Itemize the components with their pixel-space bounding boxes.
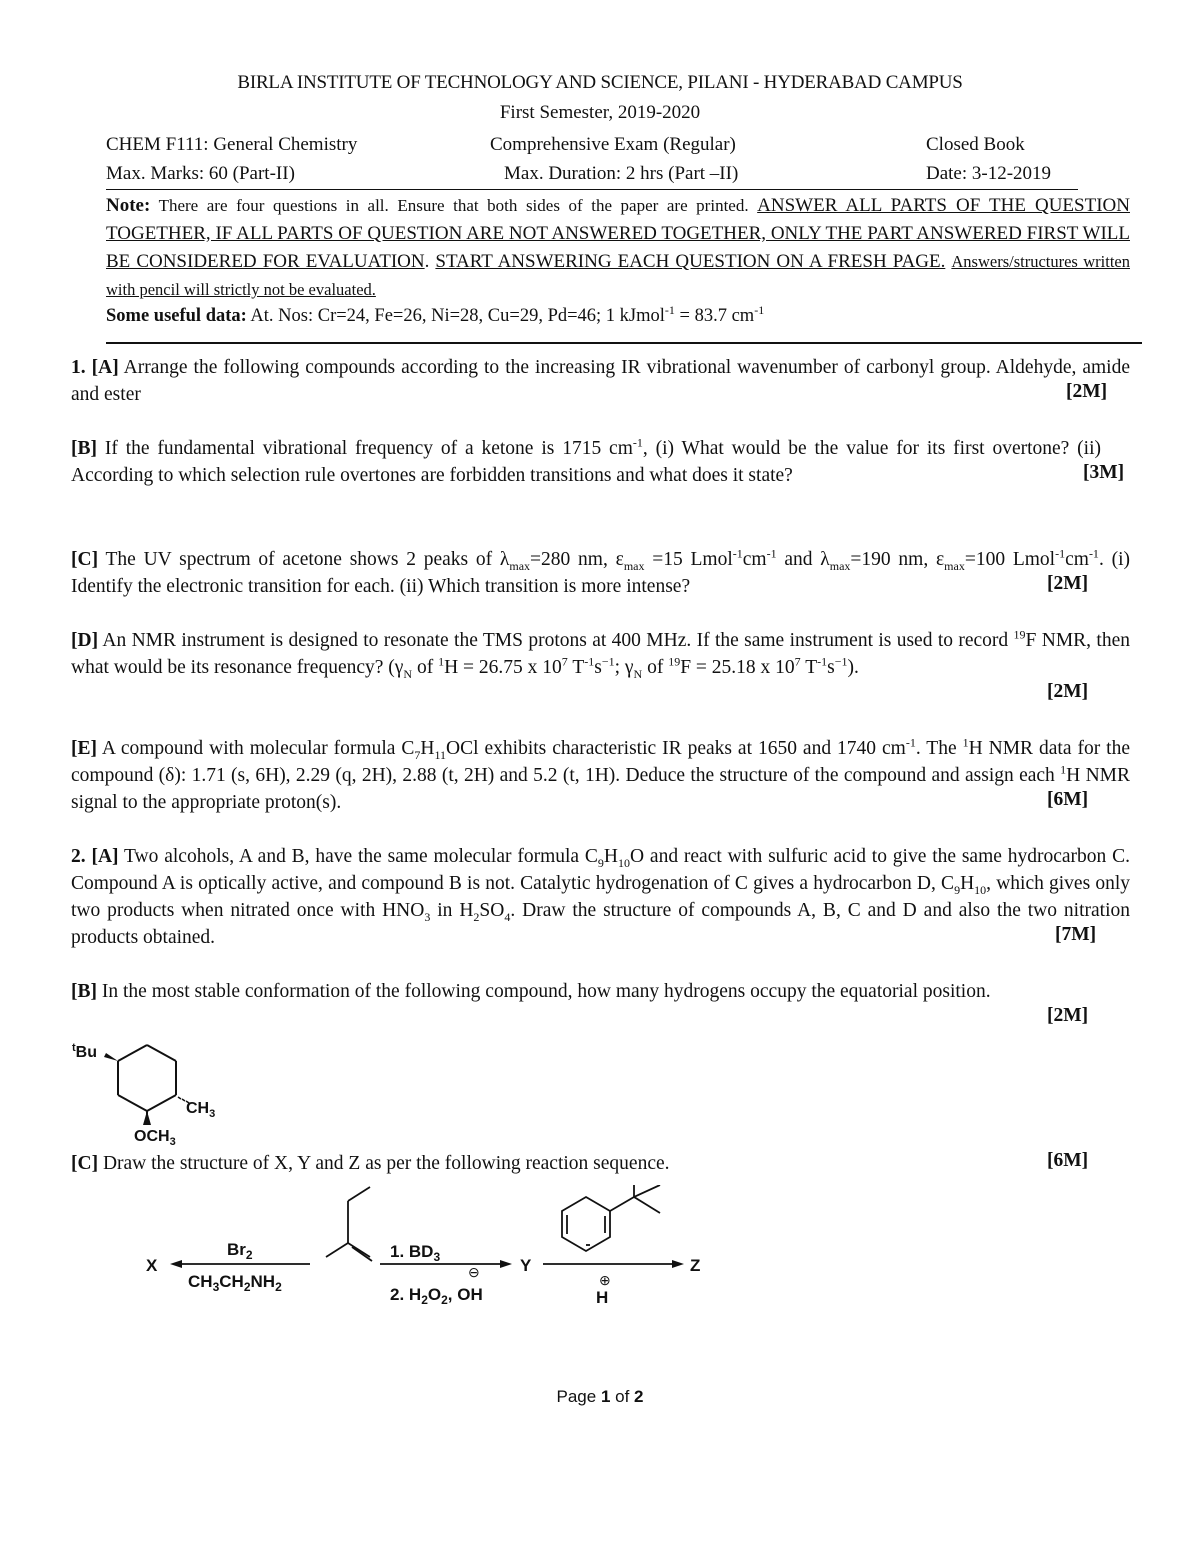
q2-b-text: In the most stable conformation of the following compound, how many hydrogens occupy the equatorial position. <box>97 981 991 1002</box>
q1-e-marks: [6M] <box>1047 789 1089 810</box>
part-tag: [A] <box>91 846 119 867</box>
q1-b-text-2: , (i) What would be the value for its first overtone? (ii) According to which selection rule overtones are forbidden transitions and what does it state? <box>71 438 1102 486</box>
step1-subscript: 3 <box>433 1250 441 1264</box>
useful-data-text: At. Nos: Cr=24, Fe=26, Ni=28, Cu=29, Pd=46; 1 kJmol <box>246 306 665 326</box>
note-instruction-2: START ANSWERING EACH QUESTION ON A FRESH PAGE. <box>435 251 946 272</box>
q1-part-d: [D] An NMR instrument is designed to resonate the TMS protons at 400 MHz. If the same instrument is used to record $^{19}$F NMR, then what would be its resonance frequency? ($\gamma_N$ of $^1$H = 26.75 x $10^7$ $T^{-1}s^{-1}$; $\gamma_N$ of $^{19}$F = 25.18 x $10^7$ $T^{-1}s^{-1}$). <box>71 627 1130 681</box>
semester: First Semester, 2019-2020 <box>499 102 701 123</box>
exam-date: Date: 3-12-2019 <box>926 163 1052 184</box>
product-y: Y <box>520 1256 532 1275</box>
q1-c-marks: [2M] <box>1047 573 1089 594</box>
q2-part-c <box>71 1150 1071 1177</box>
footer-page-number: 1 <box>600 1387 611 1406</box>
exam-type: Comprehensive Exam (Regular) <box>490 134 736 155</box>
q2-number: 2. <box>71 846 86 867</box>
q2-part-a: 2. [A] Two alcohols, A and B, have the same molecular formula $C_9H_{10}O$ and react with sulfuric acid to give the same hydrocarbon C. Compound A is optically active, and compound B is not. Catalytic hydrogenation of C gives a hydrocarbon D, $C_9H_{10}$, which gives only two products when nitrated once with $HNO_3$ in $H_2SO_4$. Draw the structure of compounds A, B, C and D and also the two nitration products obtained. <box>71 846 1130 948</box>
svg-text:tBu <box>72 1042 97 1061</box>
q1-b-marks: [3M] <box>1083 462 1125 483</box>
step2-oxygen: O <box>427 1285 442 1304</box>
part-tag: [C] <box>71 549 99 570</box>
course-row <box>106 134 1078 160</box>
part-tag: [C] <box>71 1153 99 1174</box>
och3-subscript: 3 <box>169 1136 176 1147</box>
minus-charge: ⊖ <box>468 1264 480 1280</box>
note-dot: . <box>424 251 436 272</box>
footer-page-total: 2 <box>634 1387 644 1406</box>
br2-subscript: 2 <box>245 1248 253 1262</box>
q1-part-c: [C] The UV spectrum of acetone shows 2 peaks of $\lambda_{max}=280$ nm, $\varepsilon_{max} =15$ $Lmol^{-1}cm^{-1}$ and $\lambda_{max}=190$ nm, $\varepsilon_{max}=100$ $Lmol^{-1}cm^{-1}$. (i) Identify the electronic transition for each. (ii) Which transition is more intense? <box>71 546 1130 597</box>
reaction-scheme <box>140 1185 720 1315</box>
plus-charge: ⊕ <box>599 1272 611 1288</box>
tbu-label: Bu <box>75 1044 97 1061</box>
svg-text:1. BD3 <box>390 1242 440 1264</box>
sup: -1 <box>754 302 765 317</box>
footer-of: of <box>610 1387 635 1406</box>
ch3-label: CH <box>186 1100 210 1117</box>
useful-data-eq: = 83.7 cm <box>674 306 755 326</box>
svg-text:2. H2O2, OH: 2. $H_2O_2$, OH <box>390 1285 483 1307</box>
q2-c-text: Draw the structure of X, Y and Z as per the following reaction sequence. <box>98 1153 670 1174</box>
note-pencil: Answers/structures written with pencil will strictly not be evaluated. <box>106 252 1130 299</box>
och3-label: OCH <box>134 1128 170 1145</box>
part-tag: [E] <box>71 738 97 759</box>
acid-label: H <box>596 1288 609 1307</box>
part-tag: [A] <box>91 357 119 378</box>
marks-row <box>106 163 1078 190</box>
note-instruction-1: ANSWER ALL PARTS OF THE QUESTION TOGETHER, IF ALL PARTS OF QUESTION ARE NOT ANSWERED TOGETHER, ONLY THE PART ANSWERED FIRST WILL BE CONSIDERED FOR EVALUATION <box>106 195 1130 272</box>
br2-label: Br <box>227 1240 246 1259</box>
product-x: X <box>146 1256 158 1275</box>
ch3-subscript: 3 <box>209 1108 216 1120</box>
svg-text:Br2 <box>227 1240 253 1262</box>
footer-page-word: Page <box>556 1387 601 1406</box>
q2-c-marks: [6M] <box>1047 1150 1089 1171</box>
q1-a-marks: [2M] <box>1066 381 1108 402</box>
svg-text:CH3 <box>186 1100 215 1120</box>
q2-part-b <box>71 978 1130 1005</box>
useful-data <box>106 302 765 327</box>
cyclohexane-structure <box>68 1035 238 1147</box>
svg-text:OCH3 <box>134 1128 176 1147</box>
q1-part-e: [E] A compound with molecular formula $C_7H_{11}OCl$ exhibits characteristic IR peaks at 1650 and 1740 $cm^{-1}$. The $^1$H NMR data for the compound (δ): 1.71 (s, 6H), 2.29 (q, 2H), 2.88 (t, 2H) and 5.2 (t, 1H). Deduce the structure of the compound and assign each $^1$H NMR signal to the appropriate proton(s). <box>71 735 1131 813</box>
step2-oh: , OH <box>447 1285 483 1304</box>
q1-part-a <box>71 354 1130 408</box>
svg-text:CH3CH2NH2: $CH_3CH_2NH_2$ <box>188 1272 282 1294</box>
note-label: Note: <box>106 195 151 216</box>
note-block <box>106 192 1130 304</box>
header-rule <box>106 342 1142 344</box>
q1-a-text: Arrange the following compounds according to the increasing IR vibrational wavenumber of carbonyl group. Aldehyde, amide and ester <box>71 357 1131 405</box>
page-footer <box>0 1387 1200 1407</box>
tbu-superscript: t <box>72 1042 76 1054</box>
q1-b-text-1: If the fundamental vibrational frequency of a ketone is 1715 cm <box>97 438 633 459</box>
part-tag: [B] <box>71 438 97 459</box>
q2-b-marks: [2M] <box>1047 1005 1089 1026</box>
institute-title: BIRLA INSTITUTE OF TECHNOLOGY AND SCIENCE, PILANI - HYDERABAD CAMPUS <box>237 72 963 93</box>
q1-number: 1. <box>71 357 86 378</box>
note-text: There are four questions in all. Ensure that both sides of the paper are printed. <box>150 196 758 215</box>
step2-label: 2. H <box>390 1285 422 1304</box>
useful-data-label: Some useful data: <box>106 306 247 326</box>
course-name: CHEM F111: General Chemistry <box>106 134 358 155</box>
product-z: Z <box>690 1256 701 1275</box>
q2-a-marks: [7M] <box>1055 924 1097 945</box>
max-marks: Max. Marks: 60 (Part-II) <box>106 163 295 184</box>
q1-part-b: [B] If the fundamental vibrational frequency of a ketone is 1715 $cm^{-1}$, (i) What would be the value for its first overtone? (ii) According to which selection rule overtones are forbidden transitions and what does it state? <box>71 435 1102 486</box>
q1-d-marks: [2M] <box>1047 681 1089 702</box>
max-duration: Max. Duration: 2 hrs (Part –II) <box>504 163 739 184</box>
part-tag: [D] <box>71 630 99 651</box>
book-type: Closed Book <box>926 134 1025 155</box>
part-tag: [B] <box>71 981 97 1002</box>
step1-label: 1. BD <box>390 1242 434 1261</box>
sup: -1 <box>664 302 675 317</box>
